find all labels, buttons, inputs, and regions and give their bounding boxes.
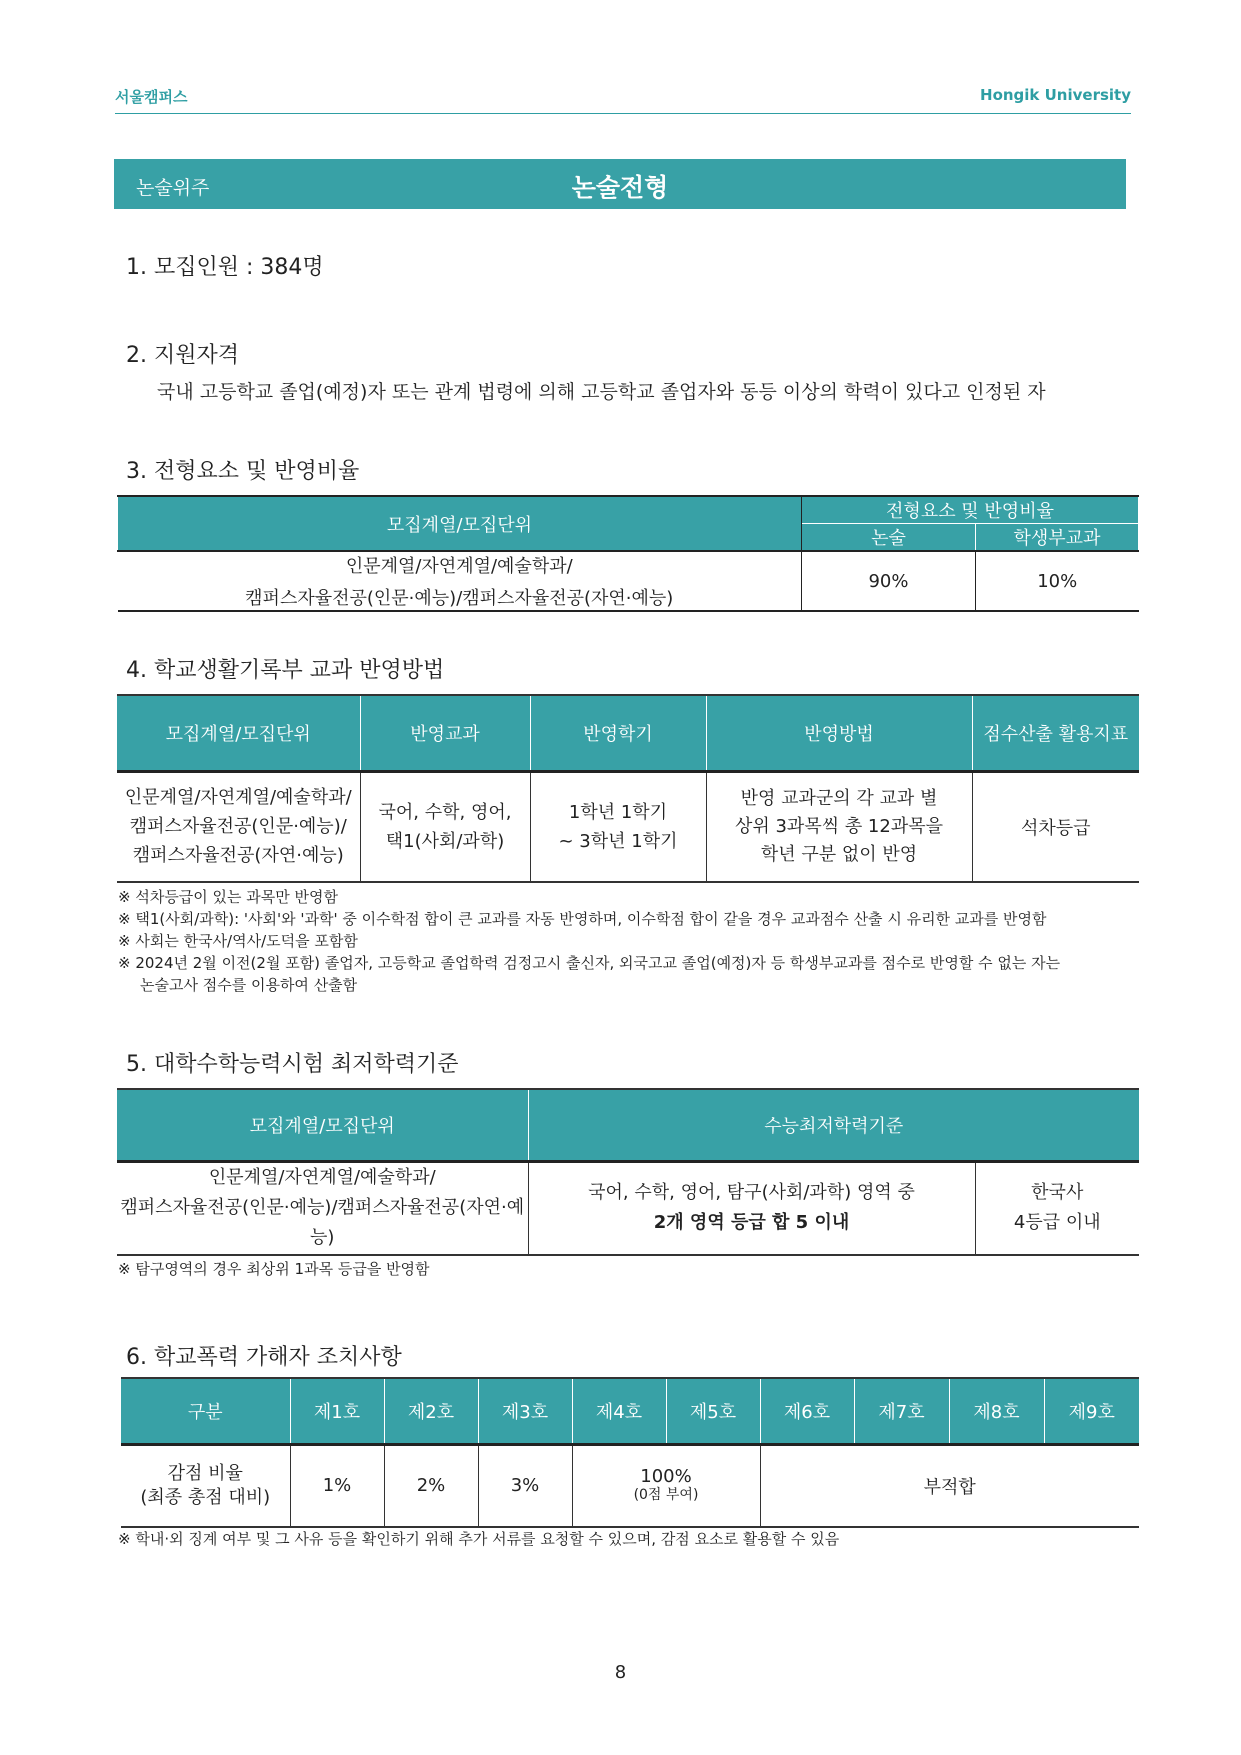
section-3-heading: 3. 전형요소 및 반영비율	[126, 459, 360, 484]
history-cell	[975, 1161, 1139, 1255]
deduction-3: 3%	[478, 1444, 572, 1527]
header-unit: 모집계열/모집단위	[117, 1089, 528, 1161]
page-title: 논술전형	[571, 173, 669, 202]
header-measure-6: 제6호	[760, 1378, 854, 1444]
unit-line: 캠퍼스자율전공(자연·예능)	[132, 845, 344, 867]
table5-note: ※ 탐구영역의 경우 최상위 1과목 등급을 반영함	[118, 1260, 430, 1278]
minimum-line: 국어, 수학, 영어, 탐구(사회/과학) 영역 중	[588, 1182, 915, 1204]
semesters-line: ~ 3학년 1학기	[558, 830, 678, 852]
deduction-sub: (0점 부여)	[633, 1486, 699, 1503]
note: ※ 사회는 한국사/역사/도덕을 포함함	[118, 932, 358, 950]
table4-notes	[118, 886, 1060, 996]
header-measure-5: 제5호	[666, 1378, 760, 1444]
method-cell	[706, 771, 972, 882]
header-measure-3: 제3호	[478, 1378, 572, 1444]
semesters-line: 1학년 1학기	[568, 801, 668, 823]
table6-note: ※ 학내·외 징계 여부 및 그 사유 등을 확인하기 위해 추가 서류를 요청할 수 있으며, 감점 요소로 활용할 수 있음	[118, 1530, 840, 1548]
section-5-heading: 5. 대학수학능력시험 최저학력기준	[126, 1052, 459, 1077]
university-name: Hongik University	[980, 86, 1131, 104]
deduction-1: 1%	[290, 1444, 384, 1527]
header-unit: 모집계열/모집단위	[117, 695, 360, 771]
unit-cell	[117, 771, 360, 882]
header-record: 학생부교과	[976, 524, 1139, 552]
header-measure-4: 제4호	[572, 1378, 666, 1444]
minimum-cell	[528, 1161, 975, 1255]
header-minimum: 수능최저학력기준	[528, 1089, 1139, 1161]
header-category: 구분	[121, 1378, 290, 1444]
header-ratio: 전형요소 및 반영비율	[802, 496, 1139, 524]
unit-line: 캠퍼스자율전공(인문·예능)/캠퍼스자율전공(자연·예능)	[245, 588, 674, 609]
note: 논술고사 점수를 이용하여 산출함	[140, 976, 358, 994]
header-semesters: 반영학기	[530, 695, 706, 771]
index-cell: 석차등급	[972, 771, 1139, 882]
method-line: 학년 구분 없이 반영	[760, 843, 918, 865]
history-line: 4등급 이내	[1013, 1212, 1101, 1234]
method-line: 상위 3과목씩 총 12과목을	[734, 815, 943, 837]
unit-line: 인문계열/자연계열/예술학과/	[124, 787, 352, 809]
note: ※ 2024년 2월 이전(2월 포함) 졸업자, 고등학교 졸업학력 검정고시 출신자, 외국고교 졸업(예정)자 등 학생부교과를 점수로 반영할 수 없는 자는	[118, 954, 1061, 972]
record-method-table	[117, 694, 1139, 883]
header-measure-8: 제8호	[949, 1378, 1044, 1444]
eligibility-text: 국내 고등학교 졸업(예정)자 또는 관계 법령에 의해 고등학교 졸업자와 동등 이상의 학력이 있다고 인정된 자	[157, 381, 1046, 403]
title-banner	[114, 159, 1126, 209]
header-measure-2: 제2호	[384, 1378, 478, 1444]
deduction-label: (최종 총점 대비)	[140, 1486, 271, 1508]
header-measure-1: 제1호	[290, 1378, 384, 1444]
essay-ratio: 90%	[802, 551, 976, 611]
history-line: 한국사	[1031, 1182, 1084, 1204]
unit-line: 인문계열/자연계열/예술학과/	[345, 556, 573, 577]
header-divider	[115, 113, 1131, 114]
unit-cell	[117, 1161, 528, 1255]
unit-line: 캠퍼스자율전공(인문·예능)/캠퍼스자율전공(자연·예능)	[120, 1197, 525, 1249]
note: ※ 석차등급이 있는 과목만 반영함	[118, 888, 339, 906]
deduction-value: 100%	[640, 1465, 692, 1487]
header-subjects: 반영교과	[360, 695, 530, 771]
semesters-cell	[530, 771, 706, 882]
school-violence-table	[121, 1377, 1139, 1528]
page-number: 8	[614, 1662, 627, 1683]
deduction-4-5	[572, 1444, 760, 1527]
unit-cell	[118, 551, 802, 611]
subjects-line: 택1(사회/과학)	[385, 830, 505, 852]
header-measure-7: 제7호	[854, 1378, 949, 1444]
unit-line: 인문계열/자연계열/예술학과/	[208, 1167, 436, 1189]
section-2-heading: 2. 지원자격	[126, 343, 239, 368]
note: ※ 택1(사회/과학): '사회'와 '과학' 중 이수학점 합이 큰 교과를 자동 반영하며, 이수학점 합이 같을 경우 교과점수 산출 시 유리한 교과를 반영함	[118, 910, 1047, 928]
record-ratio: 10%	[976, 551, 1139, 611]
section-6-heading: 6. 학교폭력 가해자 조치사항	[126, 1345, 402, 1370]
header-unit: 모집계열/모집단위	[118, 496, 802, 551]
selection-ratio-table	[117, 495, 1139, 612]
subjects-line: 국어, 수학, 영어,	[378, 801, 512, 823]
deduction-label: 감점 비율	[167, 1462, 243, 1484]
section-1-heading: 1. 모집인원 : 384명	[126, 255, 324, 280]
header-measure-9: 제9호	[1044, 1378, 1139, 1444]
header-essay: 논술	[802, 524, 976, 552]
deduction-6-9: 부적합	[760, 1444, 1139, 1527]
deduction-2: 2%	[384, 1444, 478, 1527]
minimum-line: 2개 영역 등급 합 5 이내	[653, 1212, 850, 1234]
header-index: 점수산출 활용지표	[972, 695, 1139, 771]
section-4-heading: 4. 학교생활기록부 교과 반영방법	[126, 658, 445, 683]
campus-label: 서울캠퍼스	[115, 88, 188, 106]
unit-line: 캠퍼스자율전공(인문·예능)/	[129, 816, 347, 838]
csat-minimum-table	[117, 1088, 1139, 1256]
banner-category: 논술위주	[136, 177, 210, 199]
header-method: 반영방법	[706, 695, 972, 771]
method-line: 반영 교과군의 각 교과 별	[740, 787, 938, 809]
deduction-label-cell	[121, 1444, 290, 1527]
subjects-cell	[360, 771, 530, 882]
